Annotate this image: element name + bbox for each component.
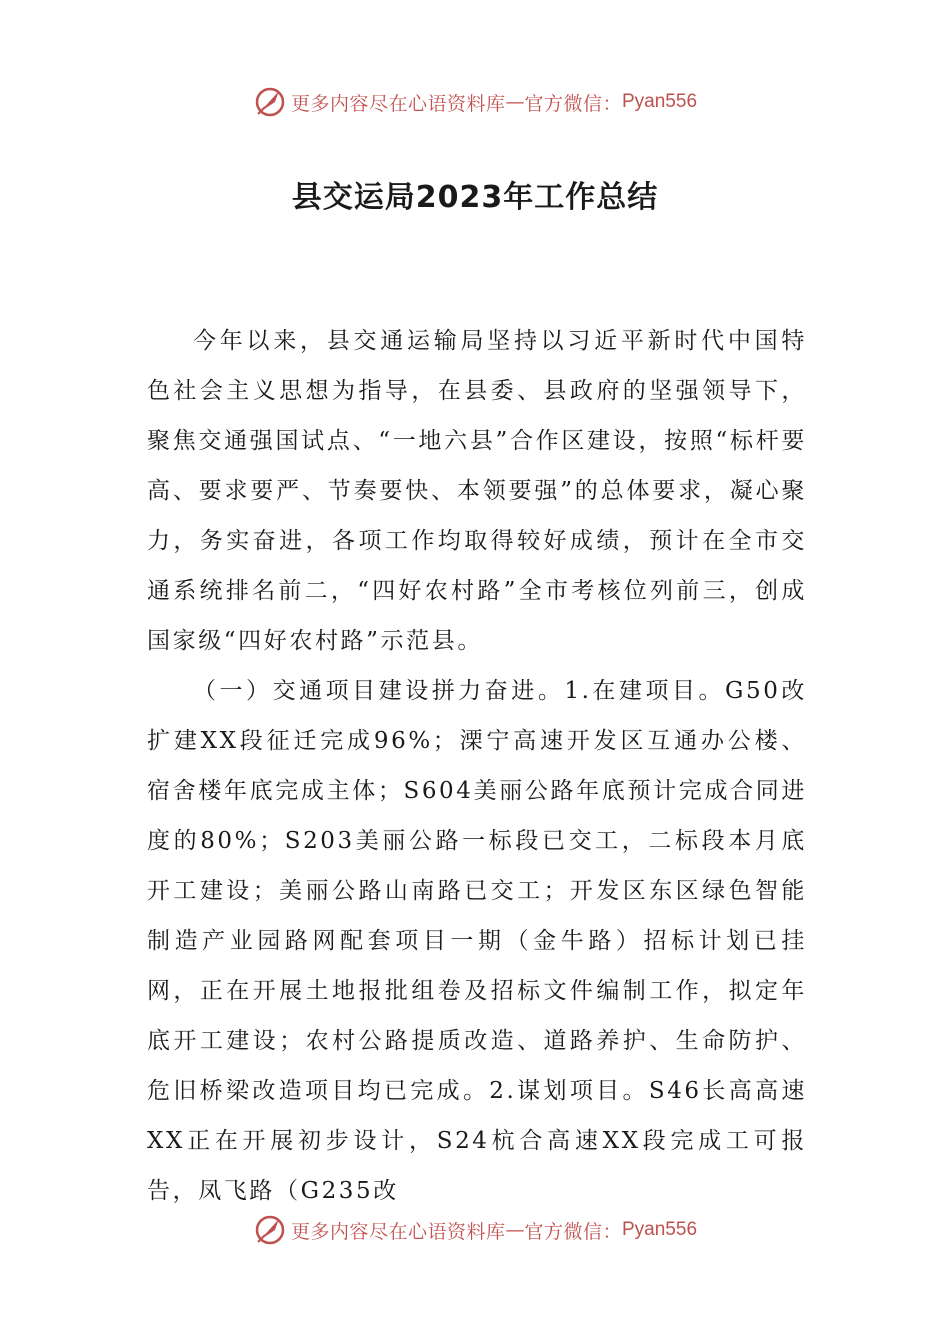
watermark-separator: — — [505, 1219, 525, 1241]
footer-watermark — [0, 1210, 950, 1250]
watermark-wechat-id: Pyan556 — [622, 1219, 698, 1240]
quill-logo-icon — [253, 85, 287, 119]
watermark-site-text: 更多内容尽在心语资料库 — [290, 92, 506, 115]
paragraph-intro: 今年以来，县交通运输局坚持以习近平新时代中国特色社会主义思想为指导，在县委、县政府的坚强领导下，聚焦交通强国试点、“一地六县”合作区建设，按照“标杆要高、要求要严、节奏要快、本领要强”的总体要求，凝心聚力，务实奋进，各项工作均取得较好成绩，预计在全市交通系统排名前二，“四好农村路”全市考核位列前三，创成国家级“四好农村路”示范县。 — [147, 328, 807, 654]
document-title: 县交运局2023年工作总结 — [291, 180, 659, 215]
watermark-separator: — — [505, 91, 525, 113]
document-body — [147, 316, 807, 1216]
watermark-site-text: 更多内容尽在心语资料库 — [290, 1220, 506, 1243]
header-watermark — [0, 82, 950, 122]
watermark-wechat-label: 官方微信： — [524, 1220, 622, 1243]
watermark-wechat-id: Pyan556 — [622, 91, 698, 112]
watermark-wechat-label: 官方微信： — [524, 92, 622, 115]
paragraph-section-1: （一）交通项目建设拼力奋进。1.在建项目。G50改扩建XX段征迁完成96%；溧宁高速开发区互通办公楼、宿舍楼年底完成主体；S604美丽公路年底预计完成合同进度的80%；S203美丽公路一标段已交工，二标段本月底开工建设；美丽公路山南路已交工；开发区东区绿色智能制造产业园路网配套项目一期（金牛路）招标计划已挂网，正在开展土地报批组卷及招标文件编制工作，拟定年底开工建设；农村公路提质改造、道路养护、生命防护、危旧桥梁改造项目均已完成。2.谋划项目。S46长高高速XX正在开展初步设计，S24杭合高速XX段完成工可报告，凤飞路（G235改 — [147, 678, 807, 1204]
quill-logo-icon — [253, 1213, 287, 1247]
